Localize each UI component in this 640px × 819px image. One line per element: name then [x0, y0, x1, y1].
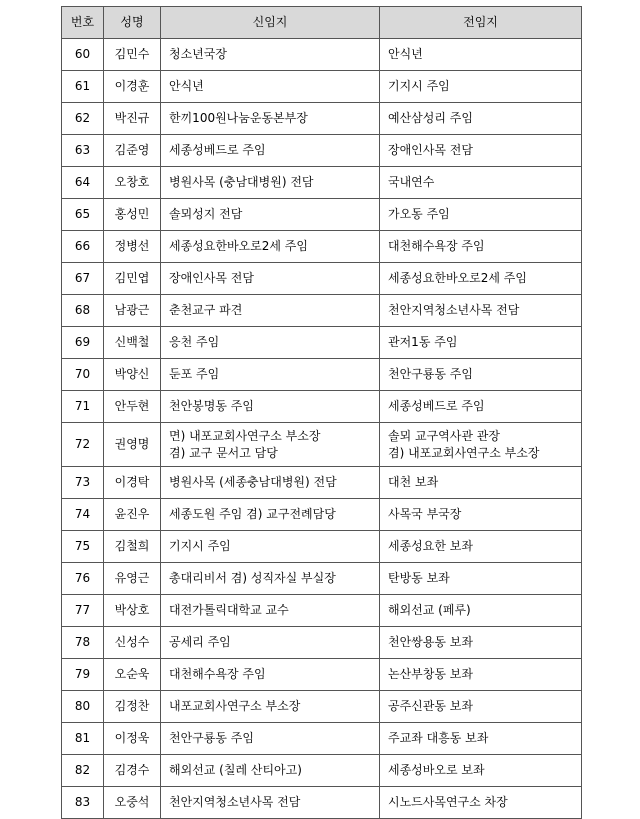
cell-name: 신성수 [104, 627, 161, 659]
cell-previous-post [380, 531, 582, 563]
header-new-post: 신임지 [161, 7, 380, 39]
table-row [62, 167, 582, 199]
cell-name: 박상호 [104, 595, 161, 627]
cell-previous-post [380, 71, 582, 103]
table-row [62, 359, 582, 391]
cell-number: 78 [62, 627, 104, 659]
cell-previous-post [380, 595, 582, 627]
cell-previous-post [380, 423, 582, 467]
cell-new-post [161, 199, 380, 231]
cell-name: 이경탁 [104, 467, 161, 499]
table-row [62, 723, 582, 755]
table-row [62, 327, 582, 359]
header-name: 성명 [104, 7, 161, 39]
table-row [62, 755, 582, 787]
cell-name: 박양신 [104, 359, 161, 391]
cell-previous-post [380, 723, 582, 755]
table-row [62, 531, 582, 563]
cell-previous-post [380, 39, 582, 71]
previous-post-line: 겸) 내포교회사연구소 부소장 [388, 445, 540, 460]
previous-post-line: 천안쌍용동 보좌 [388, 635, 473, 649]
cell-new-post [161, 39, 380, 71]
cell-number: 71 [62, 391, 104, 423]
table-header-row [62, 7, 582, 39]
new-post-line: 총대리비서 겸) 성직자실 부실장 [169, 571, 336, 585]
previous-post-line: 시노드사목연구소 차장 [388, 795, 508, 809]
previous-post-line: 공주신관동 보좌 [388, 699, 473, 713]
previous-post-line: 기지시 주임 [388, 79, 450, 93]
previous-post-line: 대천해수욕장 주임 [388, 239, 485, 253]
new-post-line: 기지시 주임 [169, 539, 231, 553]
cell-new-post [161, 71, 380, 103]
cell-name: 오중석 [104, 787, 161, 819]
cell-number: 64 [62, 167, 104, 199]
previous-post-line: 세종성요한바오로2세 주임 [388, 271, 527, 285]
cell-previous-post [380, 263, 582, 295]
previous-post-line: 탄방동 보좌 [388, 571, 450, 585]
cell-new-post [161, 231, 380, 263]
table-row [62, 595, 582, 627]
cell-name: 김민엽 [104, 263, 161, 295]
cell-name: 유영근 [104, 563, 161, 595]
cell-number: 61 [62, 71, 104, 103]
previous-post-line: 천안지역청소년사목 전담 [388, 303, 520, 317]
cell-name: 이경훈 [104, 71, 161, 103]
cell-new-post [161, 103, 380, 135]
table-row [62, 199, 582, 231]
previous-post-line: 대천 보좌 [388, 475, 439, 489]
cell-new-post [161, 359, 380, 391]
new-post-line: 면) 내포교회사연구소 부소장 [169, 428, 321, 443]
cell-previous-post [380, 627, 582, 659]
new-post-line: 천안지역청소년사목 전담 [169, 795, 301, 809]
new-post-line: 청소년국장 [169, 47, 227, 61]
cell-number: 60 [62, 39, 104, 71]
cell-new-post [161, 723, 380, 755]
cell-number: 66 [62, 231, 104, 263]
new-post-line: 둔포 주임 [169, 367, 220, 381]
cell-new-post [161, 627, 380, 659]
cell-previous-post [380, 135, 582, 167]
previous-post-line: 주교좌 대흥동 보좌 [388, 731, 489, 745]
previous-post-line: 천안구룡동 주임 [388, 367, 473, 381]
previous-post-line: 해외선교 (페루) [388, 603, 471, 617]
appointment-table-container [61, 6, 581, 819]
new-post-line: 해외선교 (칠레 산티아고) [169, 763, 302, 777]
previous-post-line: 세종성요한 보좌 [388, 539, 473, 553]
new-post-line: 장애인사목 전담 [169, 271, 254, 285]
cell-number: 81 [62, 723, 104, 755]
new-post-line: 한끼100원나눔운동본부장 [169, 111, 308, 125]
cell-number: 73 [62, 467, 104, 499]
table-row [62, 423, 582, 467]
new-post-line: 공세리 주임 [169, 635, 231, 649]
previous-post-line: 논산부창동 보좌 [388, 667, 473, 681]
cell-number: 68 [62, 295, 104, 327]
cell-number: 62 [62, 103, 104, 135]
new-post-line: 안식년 [169, 79, 204, 93]
cell-previous-post [380, 467, 582, 499]
cell-new-post [161, 295, 380, 327]
table-row [62, 295, 582, 327]
cell-new-post [161, 691, 380, 723]
cell-name: 김준영 [104, 135, 161, 167]
cell-number: 77 [62, 595, 104, 627]
table-row [62, 563, 582, 595]
previous-post-line: 가오동 주임 [388, 207, 450, 221]
cell-new-post [161, 531, 380, 563]
cell-name: 김민수 [104, 39, 161, 71]
cell-new-post [161, 423, 380, 467]
table-row [62, 103, 582, 135]
header-number: 번호 [62, 7, 104, 39]
previous-post-line: 솔뫼 교구역사관 관장 [388, 428, 500, 443]
cell-name: 김정찬 [104, 691, 161, 723]
cell-number: 69 [62, 327, 104, 359]
cell-previous-post [380, 499, 582, 531]
cell-previous-post [380, 167, 582, 199]
new-post-line: 대전가톨릭대학교 교수 [169, 603, 289, 617]
cell-number: 74 [62, 499, 104, 531]
cell-new-post [161, 391, 380, 423]
cell-new-post [161, 787, 380, 819]
previous-post-line: 예산삼성리 주임 [388, 111, 473, 125]
cell-name: 김경수 [104, 755, 161, 787]
cell-previous-post [380, 787, 582, 819]
table-row [62, 659, 582, 691]
cell-new-post [161, 755, 380, 787]
table-body [62, 39, 582, 819]
previous-post-line: 세종성바오로 보좌 [388, 763, 485, 777]
table-row [62, 499, 582, 531]
cell-new-post [161, 135, 380, 167]
cell-name: 오순욱 [104, 659, 161, 691]
cell-new-post [161, 563, 380, 595]
new-post-line: 겸) 교구 문서고 담당 [169, 445, 278, 460]
cell-name: 오창호 [104, 167, 161, 199]
cell-name: 이정욱 [104, 723, 161, 755]
new-post-line: 병원사목 (세종충남대병원) 전담 [169, 475, 337, 489]
cell-number: 76 [62, 563, 104, 595]
table-row [62, 467, 582, 499]
previous-post-line: 사목국 부국장 [388, 507, 462, 521]
new-post-line: 응천 주임 [169, 335, 220, 349]
new-post-line: 세종성요한바오로2세 주임 [169, 239, 308, 253]
cell-number: 70 [62, 359, 104, 391]
previous-post-line: 안식년 [388, 47, 423, 61]
cell-previous-post [380, 391, 582, 423]
cell-previous-post [380, 295, 582, 327]
cell-new-post [161, 263, 380, 295]
cell-new-post [161, 467, 380, 499]
new-post-line: 내포교회사연구소 부소장 [169, 699, 301, 713]
previous-post-line: 세종성베드로 주임 [388, 399, 485, 413]
cell-previous-post [380, 755, 582, 787]
cell-previous-post [380, 231, 582, 263]
new-post-line: 세종성베드로 주임 [169, 143, 266, 157]
cell-previous-post [380, 659, 582, 691]
cell-number: 83 [62, 787, 104, 819]
cell-name: 남광근 [104, 295, 161, 327]
cell-number: 75 [62, 531, 104, 563]
cell-number: 82 [62, 755, 104, 787]
previous-post-line: 관저1동 주임 [388, 335, 458, 349]
previous-post-line: 장애인사목 전담 [388, 143, 473, 157]
cell-new-post [161, 659, 380, 691]
table-row [62, 71, 582, 103]
cell-new-post [161, 167, 380, 199]
table-row [62, 39, 582, 71]
cell-name: 홍성민 [104, 199, 161, 231]
new-post-line: 대천해수욕장 주임 [169, 667, 266, 681]
new-post-line: 세종도원 주임 겸) 교구전례담당 [169, 507, 336, 521]
cell-name: 정병선 [104, 231, 161, 263]
cell-number: 63 [62, 135, 104, 167]
cell-previous-post [380, 359, 582, 391]
cell-name: 권영명 [104, 423, 161, 467]
new-post-line: 솔뫼성지 전담 [169, 207, 243, 221]
cell-number: 67 [62, 263, 104, 295]
new-post-line: 병원사목 (충남대병원) 전담 [169, 175, 314, 189]
cell-previous-post [380, 327, 582, 359]
cell-previous-post [380, 563, 582, 595]
cell-new-post [161, 595, 380, 627]
table-row [62, 787, 582, 819]
table-row [62, 691, 582, 723]
cell-new-post [161, 499, 380, 531]
cell-number: 72 [62, 423, 104, 467]
appointment-table [61, 6, 582, 819]
cell-new-post [161, 327, 380, 359]
new-post-line: 천안봉명동 주임 [169, 399, 254, 413]
header-previous-post: 전임지 [380, 7, 582, 39]
cell-name: 박진규 [104, 103, 161, 135]
table-row [62, 263, 582, 295]
previous-post-line: 국내연수 [388, 175, 435, 189]
new-post-line: 천안구룡동 주임 [169, 731, 254, 745]
cell-name: 윤진우 [104, 499, 161, 531]
table-row [62, 391, 582, 423]
cell-number: 80 [62, 691, 104, 723]
cell-name: 안두현 [104, 391, 161, 423]
cell-previous-post [380, 103, 582, 135]
table-row [62, 135, 582, 167]
cell-previous-post [380, 691, 582, 723]
cell-number: 65 [62, 199, 104, 231]
table-row [62, 231, 582, 263]
table-row [62, 627, 582, 659]
cell-name: 신백철 [104, 327, 161, 359]
new-post-line: 춘천교구 파견 [169, 303, 243, 317]
cell-previous-post [380, 199, 582, 231]
cell-name: 김철희 [104, 531, 161, 563]
cell-number: 79 [62, 659, 104, 691]
